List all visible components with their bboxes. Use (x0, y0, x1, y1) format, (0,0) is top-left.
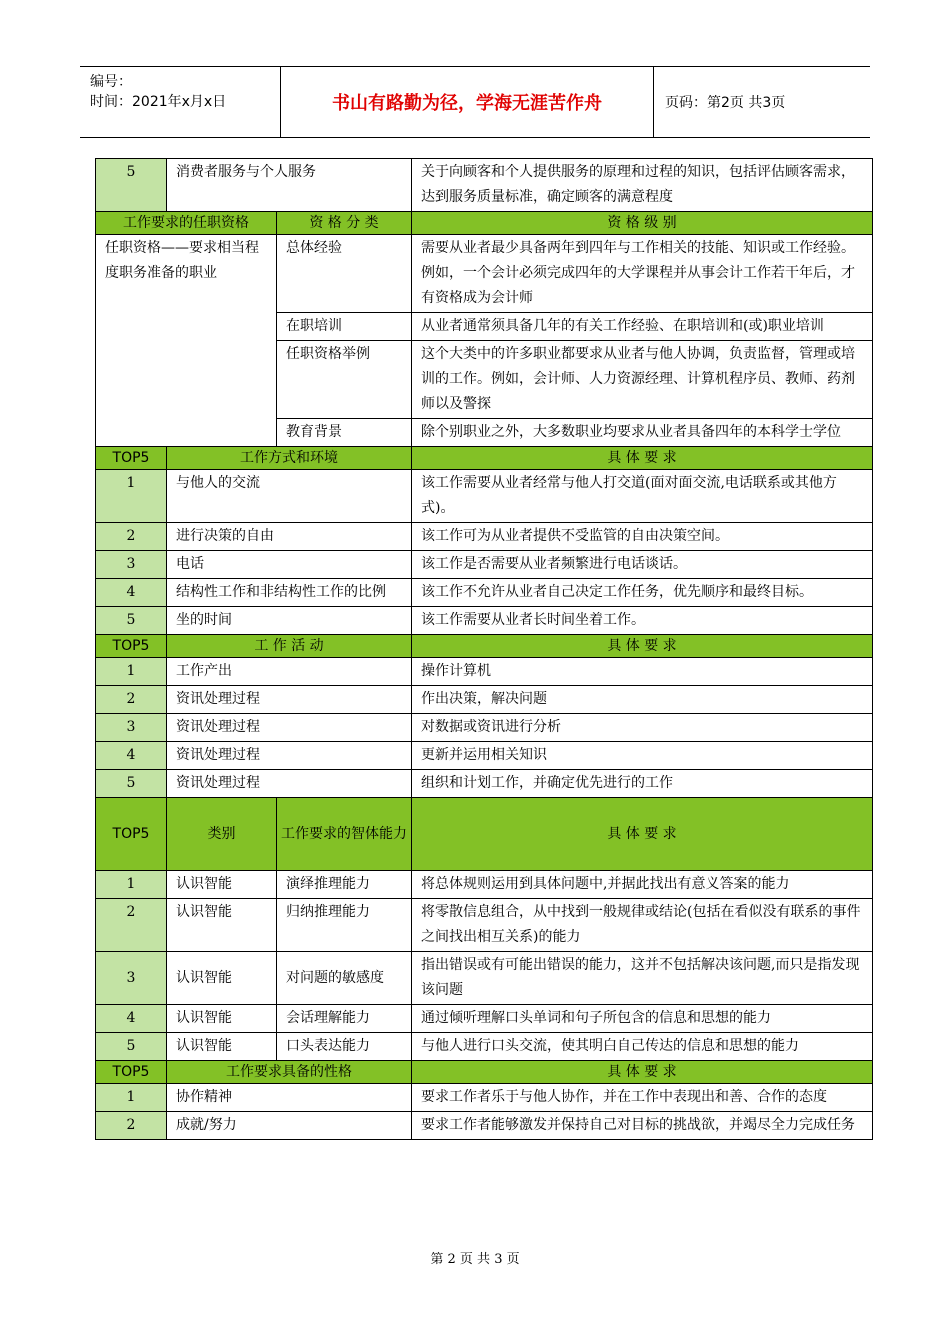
header-cell: 具 体 要 求 (412, 447, 873, 470)
row-number: 2 (96, 899, 167, 952)
work-style-desc: 该工作需要从业者长时间坐着工作。 (412, 607, 873, 635)
activity-desc: 作出决策，解决问题 (412, 686, 873, 714)
ability-name: 口头表达能力 (277, 1033, 412, 1061)
header-cell: 具 体 要 求 (412, 798, 873, 871)
ability-category: 认识智能 (167, 871, 277, 899)
qualification-category: 教育背景 (277, 419, 412, 447)
header-cell: 工 作 活 动 (167, 635, 412, 658)
job-requirements-table (95, 158, 873, 1140)
row-number: 3 (96, 952, 167, 1005)
section-header-activity (96, 635, 873, 658)
ability-category: 认识智能 (167, 952, 277, 1005)
activity-desc: 对数据或资讯进行分析 (412, 714, 873, 742)
table-row (96, 952, 873, 1005)
row-number: 2 (96, 686, 167, 714)
activity-desc: 操作计算机 (412, 658, 873, 686)
personality-desc: 要求工作者乐于与他人协作，并在工作中表现出和善、合作的态度 (412, 1084, 873, 1112)
header-cell: 类别 (167, 798, 277, 871)
row-number: 4 (96, 579, 167, 607)
qualification-category: 任职资格举例 (277, 341, 412, 419)
page-header (80, 66, 870, 138)
row-number: 4 (96, 1005, 167, 1033)
section-header-work-style (96, 447, 873, 470)
header-cell: TOP5 (96, 798, 167, 871)
header-cell: 具 体 要 求 (412, 1061, 873, 1084)
personality-name: 协作精神 (167, 1084, 412, 1112)
header-cell: 具 体 要 求 (412, 635, 873, 658)
header-cell: 工作要求的智体能力 (277, 798, 412, 871)
row-number: 5 (96, 1033, 167, 1061)
section-header-qualification (96, 212, 873, 235)
row-number: 1 (96, 871, 167, 899)
row-number: 3 (96, 714, 167, 742)
ability-name: 对问题的敏感度 (277, 952, 412, 1005)
ability-category: 认识智能 (167, 1005, 277, 1033)
activity-name: 资讯处理过程 (167, 714, 412, 742)
table-row (96, 770, 873, 798)
table-row (96, 235, 873, 313)
work-style-desc: 该工作不允许从业者自己决定工作任务，优先顺序和最终目标。 (412, 579, 873, 607)
table-row (96, 658, 873, 686)
section-header-ability (96, 798, 873, 871)
personality-desc: 要求工作者能够激发并保持自己对目标的挑战欲，并竭尽全力完成任务 (412, 1112, 873, 1140)
qualification-label: 任职资格——要求相当程度职务准备的职业 (96, 235, 277, 447)
header-cell: 工作要求具备的性格 (167, 1061, 412, 1084)
work-style-name: 电话 (167, 551, 412, 579)
table-row (96, 159, 873, 212)
ability-desc: 与他人进行口头交流，使其明白自己传达的信息和思想的能力 (412, 1033, 873, 1061)
activity-name: 资讯处理过程 (167, 770, 412, 798)
row-number: 5 (96, 159, 167, 212)
qualification-category: 在职培训 (277, 313, 412, 341)
table-row (96, 714, 873, 742)
ability-category: 认识智能 (167, 899, 277, 952)
ability-desc: 通过倾听理解口头单词和句子所包含的信息和思想的能力 (412, 1005, 873, 1033)
qualification-level: 从业者通常须具备几年的有关工作经验、在职培训和(或)职业培训 (412, 313, 873, 341)
work-style-desc: 该工作需要从业者经常与他人打交道(面对面交流,电话联系或其他方式)。 (412, 470, 873, 523)
table-row (96, 523, 873, 551)
table-row (96, 871, 873, 899)
table-row (96, 1084, 873, 1112)
section-header-personality (96, 1061, 873, 1084)
header-cell: 资 格 级 别 (412, 212, 873, 235)
ability-desc: 将零散信息组合，从中找到一般规律或结论(包括在看似没有联系的事件之间找出相互关系)的能力 (412, 899, 873, 952)
work-style-desc: 该工作是否需要从业者频繁进行电话谈话。 (412, 551, 873, 579)
table-row (96, 742, 873, 770)
table-row (96, 1005, 873, 1033)
header-cell: TOP5 (96, 447, 167, 470)
qualification-category: 总体经验 (277, 235, 412, 313)
header-meta (80, 67, 281, 137)
page-footer: 第 2 页 共 3 页 (430, 1252, 520, 1267)
table-row (96, 1033, 873, 1061)
ability-category: 认识智能 (167, 1033, 277, 1061)
row-number: 5 (96, 770, 167, 798)
activity-name: 资讯处理过程 (167, 742, 412, 770)
ability-name: 会话理解能力 (277, 1005, 412, 1033)
activity-desc: 组织和计划工作，并确定优先进行的工作 (412, 770, 873, 798)
header-motto: 书山有路勤为径，学海无涯苦作舟 (281, 67, 654, 137)
header-cell: 工作要求的任职资格 (96, 212, 277, 235)
activity-desc: 更新并运用相关知识 (412, 742, 873, 770)
ability-desc: 指出错误或有可能出错误的能力，这并不包括解决该问题,而只是指发现该问题 (412, 952, 873, 1005)
table-row (96, 1112, 873, 1140)
qualification-level: 这个大类中的许多职业都要求从业者与他人协调，负责监督，管理或培训的工作。例如，会计师、人力资源经理、计算机程序员、教师、药剂师以及警探 (412, 341, 873, 419)
header-cell: 工作方式和环境 (167, 447, 412, 470)
work-style-name: 结构性工作和非结构性工作的比例 (167, 579, 412, 607)
activity-name: 工作产出 (167, 658, 412, 686)
header-cell: 资 格 分 类 (277, 212, 412, 235)
qualification-level: 需要从业者最少具备两年到四年与工作相关的技能、知识或工作经验。例如，一个会计必须完成四年的大学课程并从事会计工作若干年后，才有资格成为会计师 (412, 235, 873, 313)
qualification-level: 除个别职业之外，大多数职业均要求从业者具备四年的本科学士学位 (412, 419, 873, 447)
row-number: 2 (96, 523, 167, 551)
row-number: 3 (96, 551, 167, 579)
ability-desc: 将总体规则运用到具体问题中,并据此找出有意义答案的能力 (412, 871, 873, 899)
personality-name: 成就/努力 (167, 1112, 412, 1140)
table-row (96, 899, 873, 952)
work-style-name: 与他人的交流 (167, 470, 412, 523)
table-row (96, 470, 873, 523)
header-page-info: 页码：第2页 共3页 (665, 95, 786, 111)
table-row (96, 686, 873, 714)
activity-name: 资讯处理过程 (167, 686, 412, 714)
row-number: 5 (96, 607, 167, 635)
table-row (96, 551, 873, 579)
ability-name: 归纳推理能力 (277, 899, 412, 952)
row-number: 4 (96, 742, 167, 770)
header-cell: TOP5 (96, 1061, 167, 1084)
knowledge-name: 消费者服务与个人服务 (167, 159, 412, 212)
document-time: 时间：2021年x月x日 (90, 94, 227, 110)
table-row (96, 579, 873, 607)
document-number: 编号： (90, 74, 132, 90)
work-style-desc: 该工作可为从业者提供不受监管的自由决策空间。 (412, 523, 873, 551)
work-style-name: 坐的时间 (167, 607, 412, 635)
ability-name: 演绎推理能力 (277, 871, 412, 899)
row-number: 1 (96, 658, 167, 686)
row-number: 2 (96, 1112, 167, 1140)
work-style-name: 进行决策的自由 (167, 523, 412, 551)
header-cell: TOP5 (96, 635, 167, 658)
row-number: 1 (96, 470, 167, 523)
table-row (96, 607, 873, 635)
row-number: 1 (96, 1084, 167, 1112)
knowledge-desc: 关于向顾客和个人提供服务的原理和过程的知识，包括评估顾客需求，达到服务质量标准，确定顾客的满意程度 (412, 159, 873, 212)
